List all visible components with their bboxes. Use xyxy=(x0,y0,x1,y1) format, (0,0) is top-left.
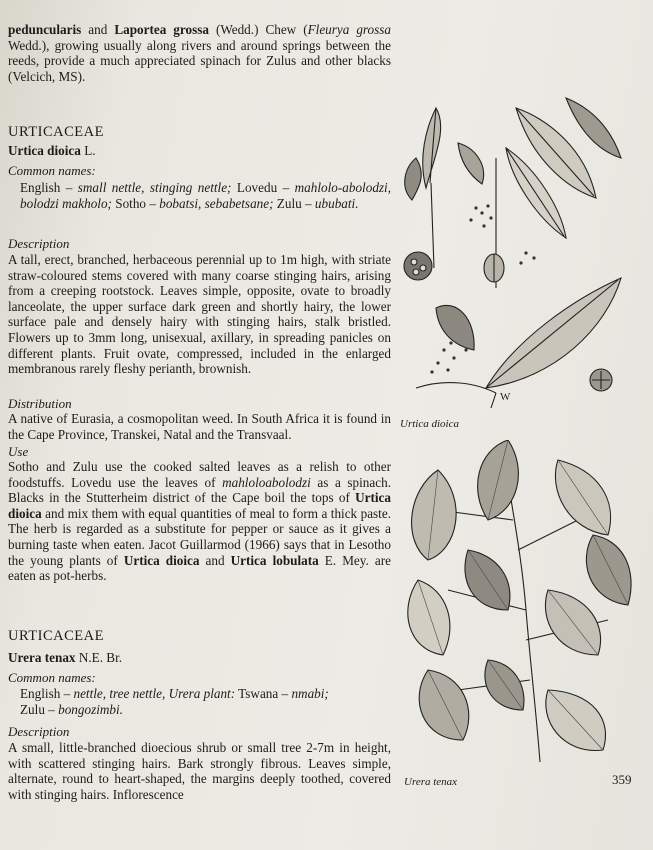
urera-tenax-illustration xyxy=(398,440,642,770)
family-heading-2: URTICACEAE xyxy=(8,628,104,644)
use-label: Use xyxy=(8,444,29,459)
use-text: Sotho and Zulu use the cooked salted leaves as a relish to other foodstuffs. Lovedu use the leaves of mahloloabolodzi as a spinach. Blacks in the Stutterheim district of the Cape boil the tops of Urtica dioica and mix them with equal quantities of meal to form a thick paste. The herb is regarded as a substitute for pepper or sauce as it gives a burning taste when eaten. Jacot Guillarmod (1966) says that in Lesotho the young plants of Urtica dioica and Urtica lobulata E. Mey. are eaten as pot-herbs. xyxy=(8,459,391,584)
caption-urera-tenax: Urera tenax xyxy=(404,776,458,788)
caption-urtica-dioica: Urtica dioica xyxy=(400,418,459,430)
description-2: A small, little-branched dioecious shrub or small tree 2-7m in height, with scattered stinging hairs. Bark strongly fibrous. Leaves simple, alternate, round to heart-shaped, the margins deeply toothed, covered with stinging hairs. Inflorescence xyxy=(8,740,391,802)
page-number: 359 xyxy=(612,772,632,787)
species-heading-urera-tenax: Urera tenax N.E. Br. xyxy=(8,650,123,665)
common-names-label-2: Common names: xyxy=(8,670,96,685)
distribution-label: Distribution xyxy=(8,396,72,411)
species-peduncularis: peduncularis xyxy=(8,22,82,37)
common-names-1: English – small nettle, stinging nettle; Lovedu – mahlolo-abolodzi, bolodzi makholo; Sotho – bobatsi, sebabetsane; Zulu – ububati. xyxy=(20,180,391,211)
intro-paragraph: peduncularis and Laportea grossa (Wedd.) Chew (Fleurya grossa Wedd.), growing usually along rivers and around springs between the reeds, provide a much appreciated spinach for Zulus and other blacks (Velcich, MS). xyxy=(8,22,392,84)
common-names-2: English – nettle, tree nettle, Urera plant: Tswana – nmabi; Zulu – bongozimbi. xyxy=(20,686,329,717)
description-label-2: Description xyxy=(8,724,70,739)
description-1: A tall, erect, branched, herbaceous perennial up to 1m high, with striate straw-coloured stems covered with many coarse stinging hairs, arising from a creeping rootstock. Leaves simple, opposite, ovate to broadly lanceolate, the upper surface dark green and shortly hairy, the lower surface pale and densely hairy with stinging hairs, stalk bristled. Flowers up to 3mm long, unisexual, axillary, in spreading panicles on different plants. Fruit ovate, compressed, included in the enlarged membranous rarely fleshy perianth, brownish. xyxy=(8,252,391,377)
species-laportea-grossa: Laportea grossa xyxy=(114,22,209,37)
distribution-text: A native of Eurasia, a cosmopolitan weed. In South Africa it is found in the Cape Province, Transkei, Natal and the Transvaal. xyxy=(8,411,391,442)
family-heading-1: URTICACEAE xyxy=(8,124,104,140)
species-fleurya-grossa: Fleurya grossa xyxy=(307,22,392,37)
description-label-1: Description xyxy=(8,236,70,251)
species-heading-urtica-dioica: Urtica dioica L. xyxy=(8,143,96,158)
illustrator-monogram: W xyxy=(500,391,511,403)
common-names-label-1: Common names: xyxy=(8,163,96,178)
urtica-dioica-illustration xyxy=(396,88,628,414)
